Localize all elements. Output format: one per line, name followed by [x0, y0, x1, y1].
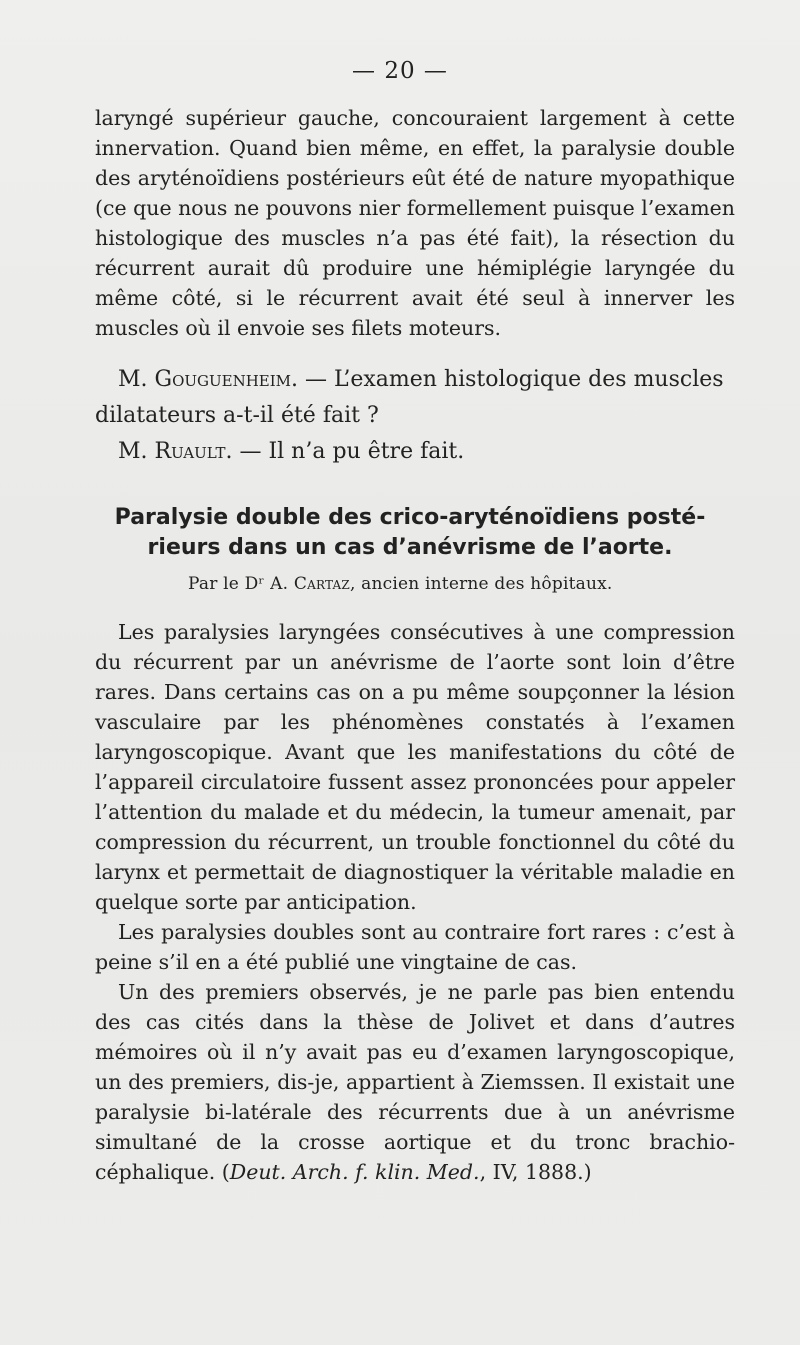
article-title-line: rieurs dans un cas d’anévrisme de l’aorte.: [147, 535, 673, 560]
article-body: [95, 617, 735, 1187]
author-name: Cartaz: [293, 574, 350, 594]
article-title-line: Paralysie double des crico-aryténoïdiens posté-: [114, 505, 706, 530]
paragraph-text: Un des premiers observés, je ne parle pas bien entendu des cas cités dans la thèse de Jolivet et dans d’autres mémoires où il n’y avait pas eu d’examen laryngoscopique, un des premiers, dis-je, appartient à Ziemssen. Il existait une paralysie bi-latérale des récurrents due à un anévrisme simultané de la crosse aortique et du tronc brachio-céphalique. (: [95, 980, 735, 1184]
page-number: — 20 —: [352, 58, 448, 84]
speaker-text: . — Il n’a pu être fait.: [225, 439, 465, 464]
author-suffix: , ancien interne des hôpitaux.: [349, 574, 613, 594]
speaker-name: Gouguenheim: [154, 367, 292, 392]
body-paragraph: Les paralysies laryngées consécutives à une compression du récurrent par un anévrisme de l’aorte sont loin d’être rares. Dans certains cas on a pu même soupçonner la lésion vasculaire par les phénomènes constatés à l’examen laryngoscopique. Avant que les manifestations du côté de l’appareil circulatoire fussent assez prononcées pour appeler l’attention du malade et du médecin, la tumeur amenait, par compression du récurrent, un trouble fonctionnel du côté du larynx et permettait de diagnostiquer la véritable maladie en quelque sorte par anticipation.: [95, 620, 735, 914]
citation-italic: Deut. Arch. f. klin. Med.: [229, 1160, 480, 1184]
author-prefix: Par le Dʳ A.: [188, 574, 294, 594]
speaker-prefix: M.: [118, 439, 155, 464]
continuation-paragraph: laryngé supérieur gauche, concouraient largement à cette innervation. Quand bien même, en effet, la paralysie double des aryténoïdiens postérieurs eût été de nature myopathique (ce que nous ne pouvons nier formellement puisque l’examen histologique des muscles n’a pas été fait), la résection du récurrent aurait dû produire une hémiplégie laryngée du même côté, si le récurrent avait été seul à innerver les muscles où il envoie ses filets moteurs.: [95, 106, 735, 340]
dialogue-line-gouguenheim: [118, 362, 738, 398]
speaker-prefix: M.: [118, 367, 155, 392]
citation-rest: , IV, 1888.): [479, 1160, 592, 1184]
body-paragraph: Les paralysies doubles sont au contraire fort rares : c’est à peine s’il en a été publié une vingtaine de cas.: [95, 920, 735, 974]
speaker-text: . — L’examen histologique des muscles: [291, 367, 724, 392]
dialogue-line-ruault: [118, 434, 464, 470]
article-title: [80, 503, 740, 563]
article-author: [188, 574, 613, 594]
body-paragraph: [95, 977, 735, 1187]
dialogue-line-continuation: dilatateurs a-t-il été fait ?: [95, 403, 379, 428]
speaker-name: Ruault: [154, 439, 226, 464]
